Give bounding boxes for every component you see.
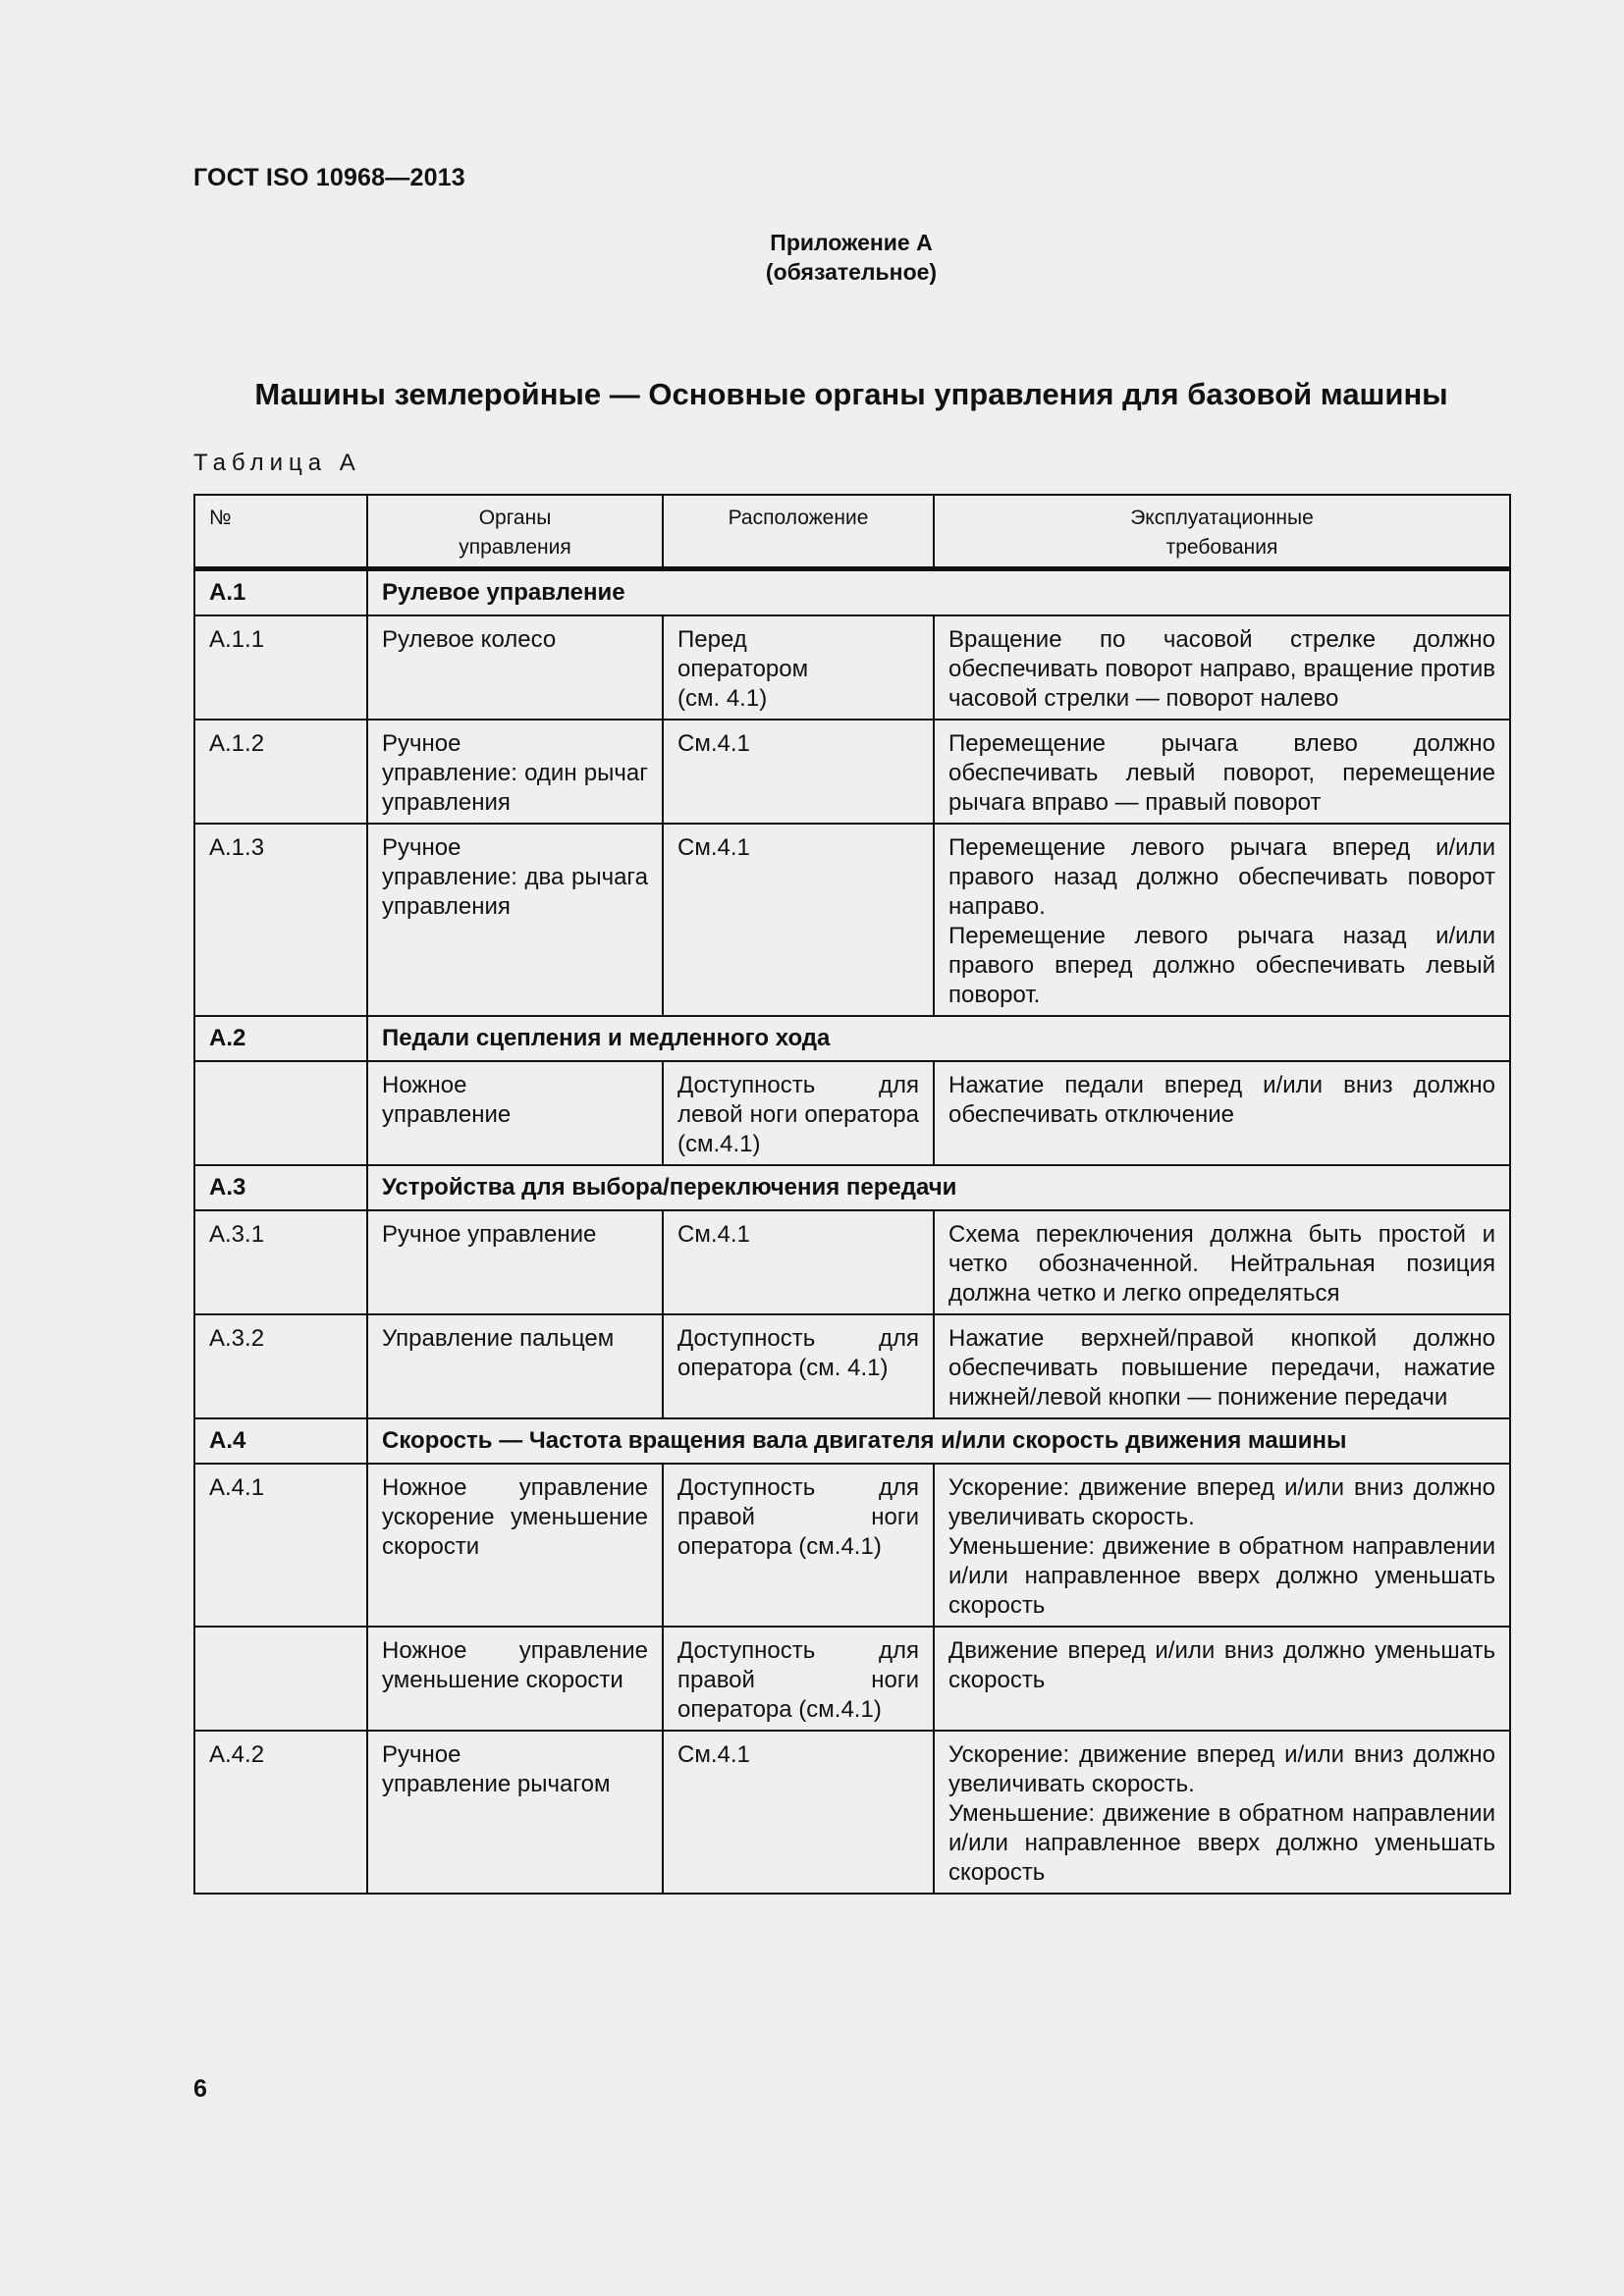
header-requirements-line: требования: [1165, 536, 1278, 559]
row-location: Доступность для оператора (см. 4.1): [663, 1314, 934, 1418]
row-requirement-paragraph: Ускорение: движение вперед и/или вниз должно увеличивать скорость.: [948, 1474, 1495, 1530]
row-control: [367, 1314, 663, 1418]
table-row: [194, 824, 1510, 1016]
row-control: Ножное управление ускорение уменьшение скорости: [367, 1464, 663, 1627]
row-location: Доступность для правой ноги оператора (см.4.1): [663, 1464, 934, 1627]
row-location-line: См.4.1: [677, 730, 750, 757]
section-number: А.1: [194, 569, 367, 616]
section-title: Устройства для выбора/переключения передачи: [367, 1165, 1510, 1210]
row-control: [367, 1210, 663, 1314]
appendix-title: Приложение А: [770, 230, 933, 255]
row-location-line: См.4.1: [677, 834, 750, 861]
row-requirement: Перемещение рычага влево должно обеспечивать левый поворот, перемещение рычага вправо — правый поворот: [934, 720, 1510, 824]
row-control-line: Ручное управление: [382, 1221, 597, 1248]
row-requirement: [934, 1464, 1510, 1627]
table-row: [194, 720, 1510, 824]
row-number: А.1.3: [194, 824, 367, 1016]
row-control-line: Ручное: [382, 834, 461, 861]
section-title: Рулевое управление: [367, 569, 1510, 616]
row-location-line: оператором: [677, 656, 809, 682]
row-requirement-paragraph: Уменьшение: движение в обратном направлении и/или направленное вверх должно уменьшать скорость: [948, 1800, 1495, 1886]
row-number: А.1.2: [194, 720, 367, 824]
table-row: [194, 1731, 1510, 1894]
document-title: Машины землеройные — Основные органы управления для базовой машины: [254, 377, 1448, 411]
table-row: [194, 1314, 1510, 1418]
header-controls-line: Органы: [478, 507, 552, 529]
header-controls: [367, 495, 663, 569]
controls-table: [193, 494, 1511, 1895]
section-number: А.4: [194, 1418, 367, 1464]
row-control: [367, 1061, 663, 1165]
section-row: [194, 569, 1510, 616]
row-control-line: Ручное: [382, 1741, 461, 1768]
row-requirement-paragraph: Ускорение: движение вперед и/или вниз должно увеличивать скорость.: [948, 1741, 1495, 1797]
row-location: Доступность для левой ноги оператора (см.4.1): [663, 1061, 934, 1165]
table-row: [194, 1464, 1510, 1627]
section-row: [194, 1418, 1510, 1464]
row-requirement-paragraph: Перемещение левого рычага вперед и/или правого назад должно обеспечивать поворот направо.: [948, 834, 1495, 920]
row-location: Доступность для правой ноги оператора (см.4.1): [663, 1627, 934, 1731]
appendix-heading: [0, 228, 1624, 287]
standard-code: ГОСТ ISO 10968—2013: [193, 164, 465, 191]
row-location-line: См.4.1: [677, 1221, 750, 1248]
section-number: А.3: [194, 1165, 367, 1210]
row-control: [367, 1731, 663, 1894]
section-row: [194, 1016, 1510, 1061]
row-requirement: Движение вперед и/или вниз должно уменьшать скорость: [934, 1627, 1510, 1731]
header-number: №: [194, 495, 367, 569]
row-number: А.4.2: [194, 1731, 367, 1894]
section-row: [194, 1165, 1510, 1210]
appendix-status: (обязательное): [765, 259, 938, 285]
row-location: [663, 1731, 934, 1894]
row-location: [663, 720, 934, 824]
row-control-line: Ручное: [382, 730, 461, 757]
header-requirements-line: Эксплуатационные: [1130, 507, 1314, 529]
row-requirement: Вращение по часовой стрелке должно обеспечивать поворот направо, вращение против часовой стрелки — поворот налево: [934, 615, 1510, 720]
row-control-line: управление: [382, 1101, 512, 1128]
table-header-row: [194, 495, 1510, 569]
row-location: [663, 1210, 934, 1314]
row-control: [367, 615, 663, 720]
row-requirement-paragraph: Перемещение левого рычага назад и/или правого вперед должно обеспечивать левый поворот.: [948, 923, 1495, 1008]
header-requirements: [934, 495, 1510, 569]
row-location: [663, 824, 934, 1016]
row-control-line: Ножное: [382, 1072, 467, 1098]
row-number: [194, 1627, 367, 1731]
table-row: [194, 615, 1510, 720]
row-requirement-paragraph: Уменьшение: движение в обратном направлении и/или направленное вверх должно уменьшать скорость: [948, 1533, 1495, 1619]
row-location-line: (см. 4.1): [677, 685, 768, 712]
table-row: [194, 1210, 1510, 1314]
header-controls-line: управления: [459, 536, 571, 559]
row-location: [663, 615, 934, 720]
row-requirement: [934, 1731, 1510, 1894]
section-number: А.2: [194, 1016, 367, 1061]
row-number: А.3.2: [194, 1314, 367, 1418]
row-number: А.4.1: [194, 1464, 367, 1627]
row-control-line: управление: один рычаг управления: [382, 760, 648, 816]
row-requirement: Нажатие верхней/правой кнопкой должно обеспечивать повышение передачи, нажатие нижней/левой кнопки — понижение передачи: [934, 1314, 1510, 1418]
table-caption: Таблица А: [193, 450, 361, 476]
page-number: 6: [193, 2075, 207, 2103]
row-requirement: Схема переключения должна быть простой и четко обозначенной. Нейтральная позиция должна четко и легко определяться: [934, 1210, 1510, 1314]
row-number: [194, 1061, 367, 1165]
table-row: [194, 1061, 1510, 1165]
row-requirement: [934, 824, 1510, 1016]
row-location-line: См.4.1: [677, 1741, 750, 1768]
section-title: Скорость — Частота вращения вала двигателя и/или скорость движения машины: [367, 1418, 1510, 1464]
row-requirement: Нажатие педали вперед и/или вниз должно обеспечивать отключение: [934, 1061, 1510, 1165]
row-control: [367, 824, 663, 1016]
header-location: Расположение: [663, 495, 934, 569]
table-row: [194, 1627, 1510, 1731]
row-location-line: Перед: [677, 626, 747, 653]
row-control: [367, 720, 663, 824]
row-control-line: Рулевое колесо: [382, 626, 557, 653]
row-number: А.1.1: [194, 615, 367, 720]
row-control: Ножное управление уменьшение скорости: [367, 1627, 663, 1731]
row-control-line: управление: два рычага управления: [382, 864, 648, 920]
section-title: Педали сцепления и медленного хода: [367, 1016, 1510, 1061]
row-control-line: управление рычагом: [382, 1771, 611, 1797]
row-control-line: Управление пальцем: [382, 1325, 615, 1352]
row-number: А.3.1: [194, 1210, 367, 1314]
